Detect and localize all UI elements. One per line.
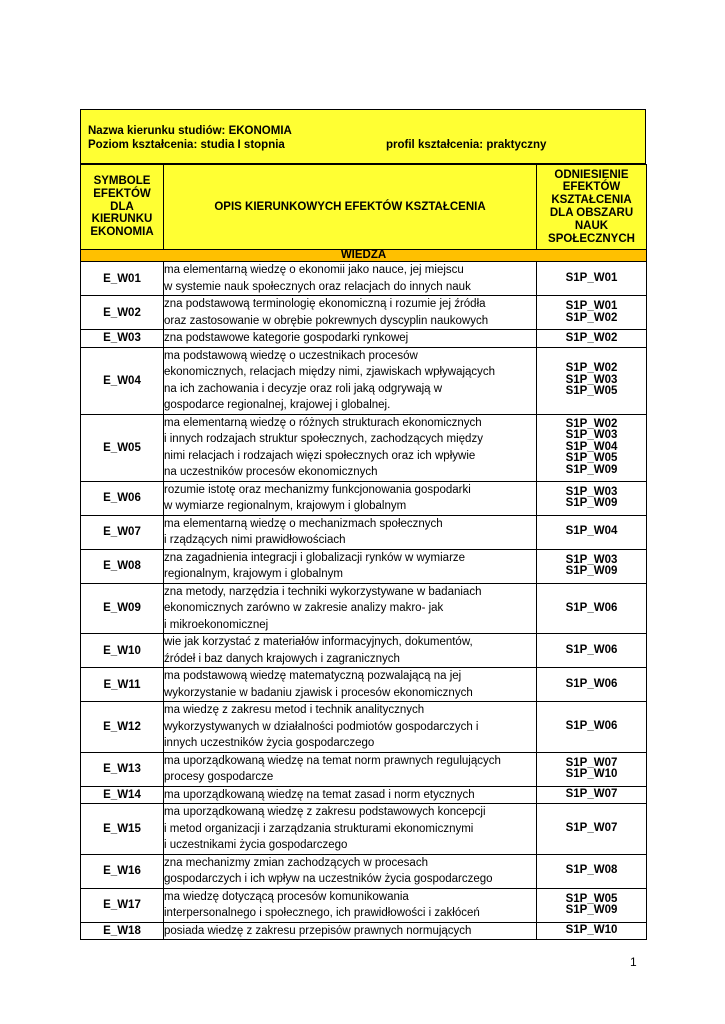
reference-code: S1P_W05 (565, 892, 618, 905)
description-line: zna zagadnienia integracji i globalizacji rynków w wymiarze (164, 551, 466, 564)
outcome-code: E_W03 (81, 330, 164, 348)
outcome-description (164, 922, 537, 940)
description-line: na ich zachowania i decyzje oraz roli jaką odgrywają w (164, 382, 443, 395)
description-line: i rządzących nimi prawidłowościach (164, 534, 346, 546)
description-line: ma elementarną wiedzę o różnych strukturach ekonomicznych (164, 416, 482, 429)
outcome-code: E_W12 (81, 702, 164, 753)
outcome-references (537, 549, 647, 583)
reference-code: S1P_W07 (565, 822, 618, 834)
outcome-description (164, 347, 537, 414)
outcome-description (164, 804, 537, 855)
document-page (80, 109, 646, 940)
reference-code: S1P_W02 (565, 311, 618, 324)
reference-code: S1P_W03 (565, 553, 618, 566)
description-line: ekonomicznych zarówno w zakresie analizy makro- jak (164, 602, 444, 614)
reference-code: S1P_W06 (565, 720, 618, 732)
description-line: ma podstawową wiedzę matematyczną pozwalającą na jej (164, 670, 462, 682)
description-line: w wymiarze regionalnym, krajowym i globalnym (164, 500, 407, 512)
programme-header (80, 109, 646, 164)
outcome-description (164, 702, 537, 753)
table-row (81, 752, 647, 786)
table-row (81, 481, 647, 515)
description-line: ma elementarną wiedzę o mechanizmach społecznych (164, 517, 443, 530)
description-line: ma uporządkowaną wiedzę na temat zasad i norm etycznych (164, 788, 475, 801)
reference-code: S1P_W05 (565, 452, 618, 465)
description-line: i mikroekonomicznej (164, 618, 269, 631)
description-line: ma uporządkowaną wiedzę na temat norm prawnych regulujących (164, 754, 501, 767)
reference-code: S1P_W07 (565, 788, 618, 800)
reference-code: S1P_W10 (565, 768, 618, 780)
reference-code: S1P_W03 (565, 485, 618, 498)
reference-code: S1P_W06 (565, 643, 618, 656)
outcome-references (537, 634, 647, 668)
outcome-code: E_W02 (81, 296, 164, 330)
outcome-code: E_W16 (81, 854, 164, 888)
outcome-code: E_W17 (81, 888, 164, 922)
description-line: zna mechanizmy zmian zachodzących w procesach (164, 856, 428, 869)
table-row (81, 347, 647, 414)
table-row (81, 888, 647, 922)
column-header-description: OPIS KIERUNKOWYCH EFEKTÓW KSZTAŁCENIA (164, 165, 537, 250)
outcome-description (164, 330, 537, 348)
description-line: interpersonalnego i społecznego, ich prawidłowości i zakłóceń (164, 907, 480, 919)
outcome-references (537, 854, 647, 888)
table-row (81, 414, 647, 481)
description-line: w systemie nauk społecznych oraz relacjach do innych nauk (164, 280, 471, 293)
reference-code: S1P_W01 (565, 300, 618, 312)
outcome-code: E_W07 (81, 515, 164, 549)
outcome-description (164, 515, 537, 549)
description-line: ma podstawową wiedzę o uczestnikach procesów (164, 349, 418, 362)
table-row (81, 668, 647, 702)
outcome-code: E_W04 (81, 347, 164, 414)
outcome-references (537, 888, 647, 922)
table-row (81, 634, 647, 668)
reference-code: S1P_W06 (565, 601, 618, 614)
table-row (81, 702, 647, 753)
outcome-code: E_W14 (81, 786, 164, 804)
column-header-reference: ODNIESIENIE EFEKTÓW KSZTAŁCENIA DLA OBSZARU NAUK SPOŁECZNYCH (537, 165, 647, 250)
outcome-description (164, 414, 537, 481)
outcome-references (537, 668, 647, 702)
description-line: gospodarczych i ich wpływ na uczestników życia gospodarczego (164, 873, 493, 885)
description-line: ma wiedzę z zakresu metod i technik analitycznych (164, 704, 425, 716)
description-line: gospodarce regionalnej, krajowej i globalnej. (164, 399, 391, 411)
description-line: źródeł i baz danych krajowych i zagranicznych (164, 652, 400, 665)
outcome-references (537, 296, 647, 330)
outcome-code: E_W08 (81, 549, 164, 583)
reference-code: S1P_W02 (565, 417, 618, 430)
description-line: posiada wiedzę z zakresu przepisów prawnych normujących (164, 924, 472, 937)
outcome-references (537, 262, 647, 296)
reference-code: S1P_W09 (565, 904, 618, 916)
outcome-description (164, 752, 537, 786)
table-row (81, 583, 647, 634)
description-line: zna metody, narzędzia i techniki wykorzystywane w badaniach (164, 585, 482, 598)
outcome-description (164, 668, 537, 702)
description-line: innych uczestników życia gospodarczego (164, 737, 375, 749)
outcome-code: E_W01 (81, 262, 164, 296)
outcome-code: E_W09 (81, 583, 164, 634)
description-line: regionalnym, krajowym i globalnym (164, 568, 343, 580)
reference-code: S1P_W04 (565, 440, 618, 453)
description-line: na uczestników procesów ekonomicznych (164, 466, 378, 478)
page-number: 1 (630, 955, 637, 969)
reference-code: S1P_W09 (565, 463, 618, 476)
field-of-study: Nazwa kierunku studiów: EKONOMIA (88, 125, 292, 137)
table-row (81, 330, 647, 348)
description-line: wykorzystanie w badaniu zjawisk i procesów ekonomicznych (164, 686, 473, 699)
outcome-references (537, 515, 647, 549)
outcome-description (164, 634, 537, 668)
outcome-description (164, 583, 537, 634)
outcome-code: E_W05 (81, 414, 164, 481)
description-line: zna podstawowe kategorie gospodarki rynkowej (164, 332, 409, 344)
outcome-references (537, 481, 647, 515)
outcome-references (537, 347, 647, 414)
learning-outcomes-table (80, 164, 647, 940)
outcome-references (537, 922, 647, 940)
reference-code: S1P_W02 (565, 331, 618, 344)
reference-code: S1P_W08 (565, 864, 618, 877)
study-level: Poziom kształcenia: studia I stopnia (88, 139, 285, 151)
outcome-description (164, 481, 537, 515)
table-row (81, 262, 647, 296)
table-row (81, 922, 647, 940)
outcome-code: E_W06 (81, 481, 164, 515)
outcome-code: E_W10 (81, 634, 164, 668)
outcome-references (537, 804, 647, 855)
outcome-description (164, 549, 537, 583)
outcome-references (537, 330, 647, 348)
table-row (81, 515, 647, 549)
reference-code: S1P_W01 (565, 271, 618, 284)
description-line: nimi relacjach i rodzajach więzi społecznych oraz ich wpływie (164, 449, 476, 462)
column-header-symbols: SYMBOLE EFEKTÓW DLA KIERUNKU EKONOMIA (81, 165, 164, 250)
outcome-references (537, 702, 647, 753)
description-line: i uczestnikami życia gospodarczego (164, 839, 348, 851)
reference-code: S1P_W03 (565, 373, 618, 386)
reference-code: S1P_W09 (565, 565, 618, 577)
reference-code: S1P_W03 (565, 429, 618, 442)
description-line: zna podstawową terminologię ekonomiczną i rozumie jej źródła (164, 298, 486, 310)
outcome-references (537, 583, 647, 634)
reference-code: S1P_W05 (565, 385, 618, 398)
description-line: oraz zastosowanie w obrębie pokrewnych dyscyplin naukowych (164, 314, 489, 327)
table-row (81, 854, 647, 888)
outcome-references (537, 786, 647, 804)
reference-code: S1P_W09 (565, 497, 618, 509)
outcome-references (537, 752, 647, 786)
description-line: rozumie istotę oraz mechanizmy funkcjonowania gospodarki (164, 483, 471, 496)
description-line: i metod organizacji i zarządzania strukturami ekonomicznymi (164, 822, 474, 835)
description-line: wykorzystywanych w działalności podmiotów gospodarczych i (164, 720, 479, 733)
description-line: ma elementarną wiedzę o ekonomii jako nauce, jej miejscu (164, 264, 464, 276)
table-row (81, 786, 647, 804)
description-line: ma wiedzę dotyczącą procesów komunikowania (164, 890, 409, 903)
outcome-code: E_W15 (81, 804, 164, 855)
description-line: i innych rodzajach struktur społecznych, zachodzących między (164, 433, 483, 445)
reference-code: S1P_W07 (565, 756, 618, 769)
outcome-code: E_W11 (81, 668, 164, 702)
outcome-references (537, 414, 647, 481)
reference-code: S1P_W04 (565, 525, 618, 538)
description-line: ma uporządkowaną wiedzę z zakresu podstawowych koncepcji (164, 806, 486, 818)
outcome-description (164, 888, 537, 922)
table-row (81, 296, 647, 330)
reference-code: S1P_W10 (565, 924, 618, 936)
category-row: WIEDZA (81, 250, 647, 262)
reference-code: S1P_W02 (565, 362, 618, 375)
reference-code: S1P_W06 (565, 677, 618, 690)
description-line: ekonomicznych, relacjach między nimi, zjawiskach wpływających (164, 366, 496, 378)
outcome-description (164, 262, 537, 296)
outcome-description (164, 786, 537, 804)
outcome-description (164, 854, 537, 888)
table-row (81, 549, 647, 583)
outcome-code: E_W13 (81, 752, 164, 786)
table-row (81, 804, 647, 855)
study-profile: profil kształcenia: praktyczny (386, 139, 547, 151)
description-line: wie jak korzystać z materiałów informacyjnych, dokumentów, (164, 636, 473, 648)
outcome-code: E_W18 (81, 922, 164, 940)
description-line: procesy gospodarcze (164, 771, 274, 783)
outcome-description (164, 296, 537, 330)
